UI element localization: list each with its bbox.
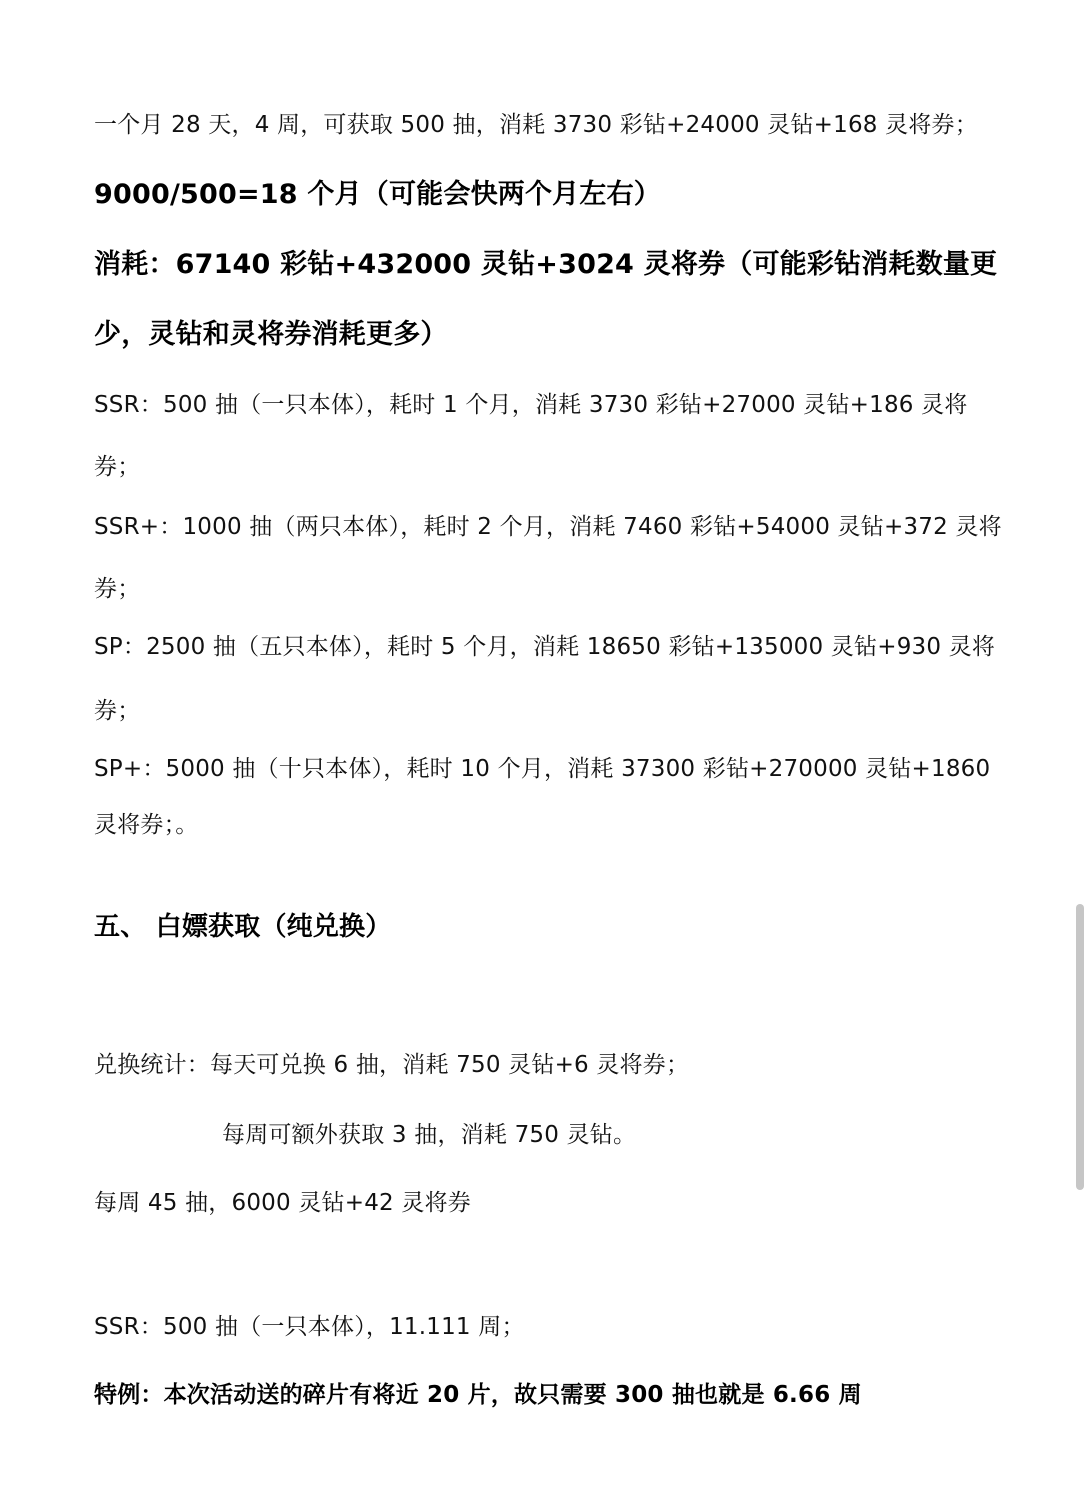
text-line-sp: SP：2500 抽（五只本体），耗时 5 个月，消耗 18650 彩钻+135000 灵钻+930 灵将	[94, 634, 996, 660]
text-line-sp-cont: 券；	[94, 698, 141, 724]
text-line-ssr-cont: 券；	[94, 454, 141, 480]
text-line-total-cost-cont: 少，灵钻和灵将券消耗更多）	[94, 319, 448, 350]
text-line-months-estimate: 9000/500=18 个月（可能会快两个月左右）	[94, 179, 661, 210]
text-line-ssr-plus: SSR+：1000 抽（两只本体），耗时 2 个月，消耗 7460 彩钻+54000 灵钻+372 灵将	[94, 514, 1002, 540]
text-line-ssr-weeks: SSR：500 抽（一只本体），11.111 周；	[94, 1314, 525, 1340]
vertical-scrollbar[interactable]	[1076, 904, 1084, 1190]
text-line-sp-plus: SP+：5000 抽（十只本体），耗时 10 个月，消耗 37300 彩钻+270000 灵钻+1860	[94, 756, 991, 782]
text-line-total-cost: 消耗：67140 彩钻+432000 灵钻+3024 灵将券（可能彩钻消耗数量更	[94, 249, 998, 280]
text-line-weekly-extra: 每周可额外获取 3 抽，消耗 750 灵钻。	[222, 1122, 637, 1148]
text-line-ssr-plus-cont: 券；	[94, 576, 141, 602]
text-line-ssr: SSR：500 抽（一只本体），耗时 1 个月，消耗 3730 彩钻+27000 灵钻+186 灵将	[94, 392, 968, 418]
text-line-special-case: 特例：本次活动送的碎片有将近 20 片，故只需要 300 抽也就是 6.66 周	[94, 1382, 862, 1408]
section-heading: 五、 白嫖获取（纯兑换）	[94, 912, 392, 942]
text-line-monthly-summary: 一个月 28 天，4 周，可获取 500 抽，消耗 3730 彩钻+24000 灵钻+168 灵将券；	[94, 112, 978, 138]
text-line-exchange-stats: 兑换统计：每天可兑换 6 抽，消耗 750 灵钻+6 灵将券；	[94, 1052, 690, 1078]
text-line-weekly-total: 每周 45 抽，6000 灵钻+42 灵将券	[94, 1190, 471, 1216]
text-line-sp-plus-cont: 灵将券；。	[94, 812, 199, 838]
